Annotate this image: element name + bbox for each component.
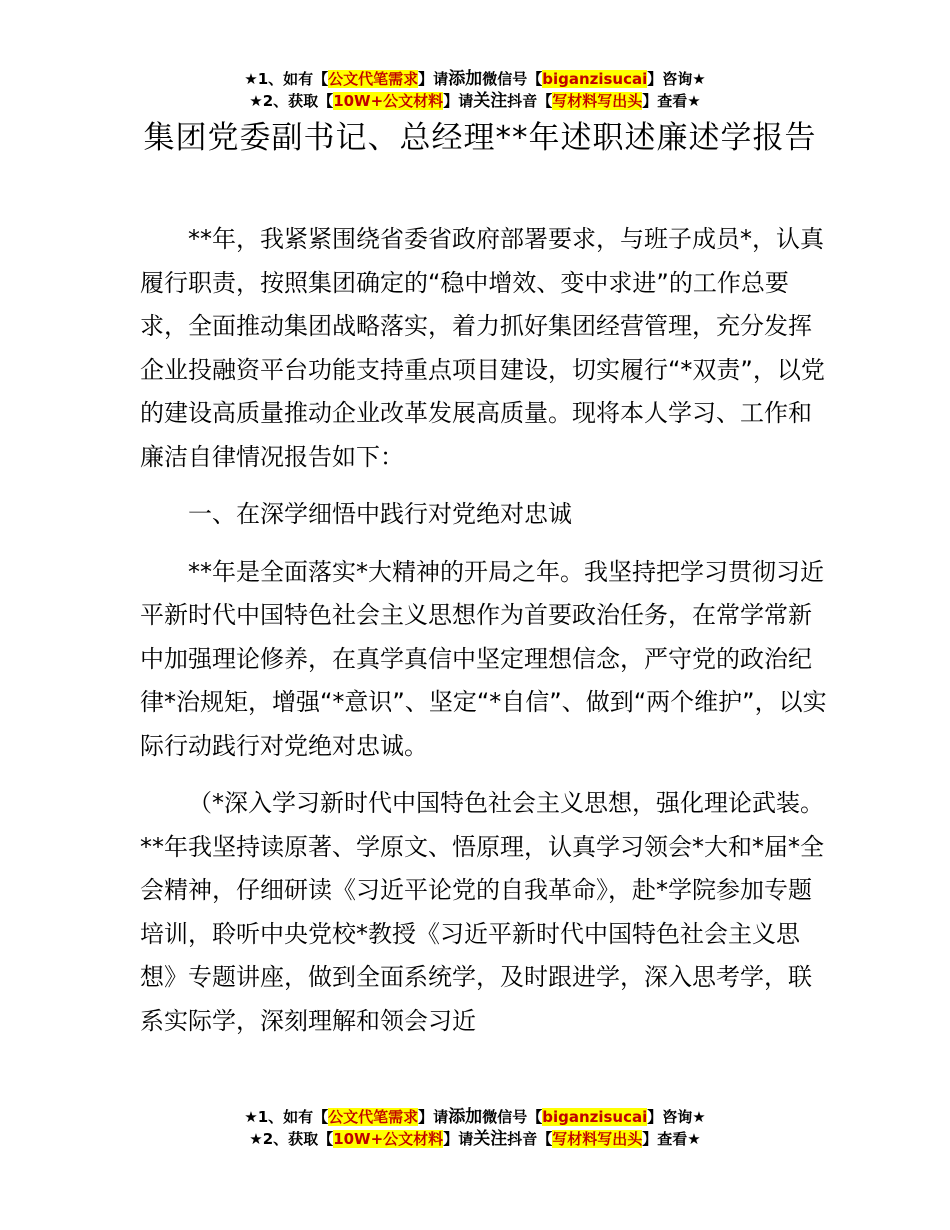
- banner-text: 】请: [443, 1130, 474, 1148]
- paragraph: **年是全面落实*大精神的开局之年。我坚持把学习贯彻习近平新时代中国特色社会主义思想作为首要政治任务，在常学常新中加强理论修养，在真学真信中坚定理想信念，严守党的政治纪律*治规矩，增强“*意识”、坚定“*自信”、做到“两个维护”，以实际行动践行对党绝对忠诚。: [140, 557, 827, 760]
- document-title: 集团党委副书记、总经理**年述职述廉述学报告: [143, 120, 817, 156]
- banner-line-2: [0, 1128, 950, 1150]
- banner-emphasis: 添加: [448, 1107, 483, 1127]
- paragraph: （*深入学习新时代中国特色社会主义思想，强化理论武装。**年我坚持读原著、学原文、悟原理，认真学习领会*大和*届*全会精神，仔细研读《习近平论党的自我革命》，赴*学院参加专题培训，聆听中央党校*教授《习近平新时代中国特色社会主义思想》专题讲座，做到全面系统学，及时跟进学，深入思考学，联系实际学，深刻理解和领会习近: [140, 789, 824, 1035]
- banner-highlight: biganzisucai: [542, 70, 648, 88]
- banner-highlight: 公文代笔需求: [328, 70, 419, 88]
- banner-text: ★2、获取【: [249, 1130, 334, 1148]
- section-heading: 一、在深学细悟中践行对党绝对忠诚: [188, 500, 572, 528]
- banner-line-1: [0, 68, 950, 90]
- banner-highlight: 写材料写出头: [552, 1130, 643, 1148]
- banner-text: 】请: [418, 1108, 449, 1126]
- banner-highlight: 10W+公文材料: [333, 1130, 444, 1148]
- banner-text: 】咨询★: [647, 1108, 706, 1126]
- banner-text: 】请: [443, 92, 474, 110]
- banner-text: ★1、如有【: [244, 70, 329, 88]
- banner-text: 微信号【: [482, 1108, 543, 1126]
- banner-text: ★2、获取【: [249, 92, 334, 110]
- footer-banner: [0, 1106, 950, 1150]
- banner-highlight: 写材料写出头: [552, 92, 643, 110]
- banner-text: 抖音【: [507, 92, 553, 110]
- banner-text: 】请: [418, 70, 449, 88]
- banner-emphasis: 添加: [448, 69, 483, 89]
- banner-emphasis: 关注: [473, 1129, 508, 1149]
- banner-highlight: 公文代笔需求: [328, 1108, 419, 1126]
- banner-highlight: 10W+公文材料: [333, 92, 444, 110]
- banner-line-1: [0, 1106, 950, 1128]
- document-body: [140, 218, 835, 1043]
- banner-highlight: biganzisucai: [542, 1108, 648, 1126]
- banner-emphasis: 关注: [473, 91, 508, 111]
- paragraph-intro: **年，我紧紧围绕省委省政府部署要求，与班子成员*，认真履行职责，按照集团确定的“稳中增效、变中求进”的工作总要求，全面推动集团战略落实，着力抓好集团经营管理，充分发挥企业投融资平台功能支持重点项目建设，切实履行“*双责”，以党的建设高质量推动企业改革发展高质量。现将本人学习、工作和廉洁自律情况报告如下：: [140, 225, 825, 471]
- header-banner: [0, 68, 950, 112]
- banner-text: 】咨询★: [647, 70, 706, 88]
- banner-text: 抖音【: [507, 1130, 553, 1148]
- banner-text: ★1、如有【: [244, 1108, 329, 1126]
- banner-text: 】查看★: [642, 1130, 701, 1148]
- banner-line-2: [0, 90, 950, 112]
- banner-text: 微信号【: [482, 70, 543, 88]
- banner-text: 】查看★: [642, 92, 701, 110]
